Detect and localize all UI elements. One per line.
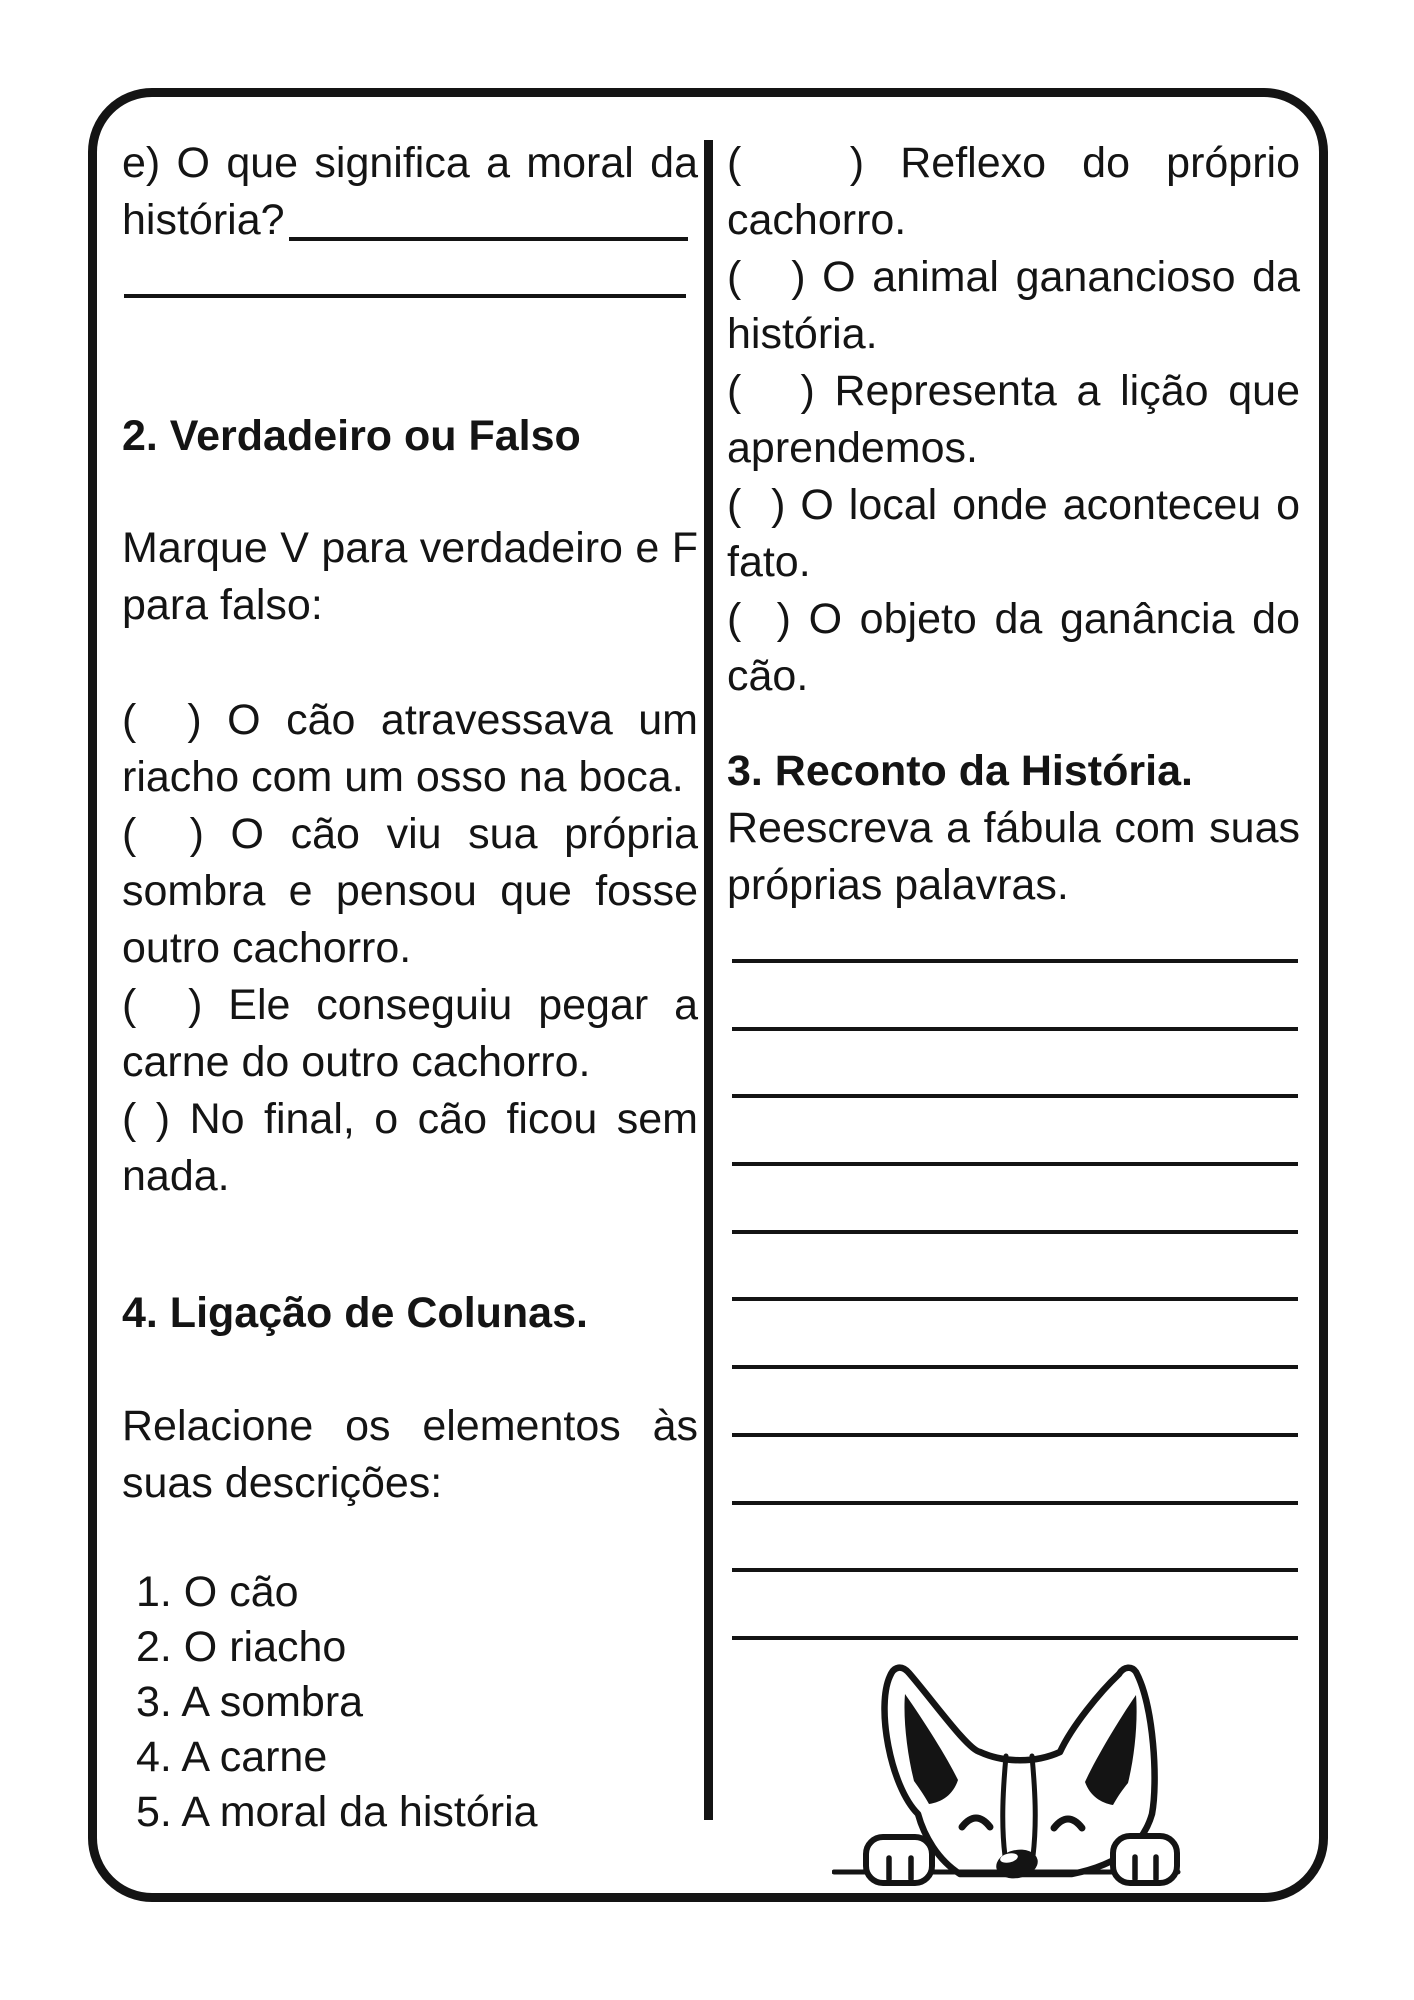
spacer: [122, 1205, 698, 1285]
spacer: [122, 1512, 698, 1565]
true-false-item-line: sombra e pensou que fosse: [122, 867, 698, 915]
answer-blank: [124, 249, 686, 298]
right-column: [727, 135, 1300, 1640]
spacer: [727, 705, 1300, 743]
instruction-line: suas descrições:: [122, 1459, 443, 1507]
true-false-item-line: ( ) No final, o cão ficou sem: [122, 1095, 698, 1143]
true-false-item-line: nada.: [122, 1152, 230, 1200]
writing-line: [732, 1369, 1298, 1437]
writing-line: [732, 1166, 1298, 1234]
writing-line: [732, 1301, 1298, 1369]
dog-blaze-stripe: [1032, 1756, 1035, 1856]
match-list-item: 1. O cão: [136, 1568, 299, 1616]
option-item-line: ( ) O objeto da ganância do: [727, 595, 1300, 643]
true-false-item-line: riacho com um osso na boca.: [122, 753, 684, 801]
writing-line: [732, 1437, 1298, 1505]
match-list-item: 3. A sombra: [136, 1678, 364, 1726]
instruction-line: Marque V para verdadeiro e F: [122, 524, 698, 572]
writing-line: [732, 1505, 1298, 1573]
spacer: [122, 465, 698, 520]
writing-line: [732, 1572, 1298, 1640]
writing-line: [732, 1098, 1298, 1166]
dog-left-paw: [866, 1837, 932, 1883]
option-item-line: ( ) O local onde aconteceu o: [727, 481, 1300, 529]
instruction-line: Relacione os elementos às: [122, 1402, 698, 1450]
instruction-line: próprias palavras.: [727, 861, 1069, 909]
writing-line: [732, 1234, 1298, 1302]
instruction-line: Reescreva a fábula com suas: [727, 804, 1300, 852]
left-column: [122, 135, 698, 1840]
true-false-item-line: outro cachorro.: [122, 924, 412, 972]
option-item-line: aprendemos.: [727, 424, 978, 472]
option-item-line: ( ) O animal ganancioso da: [727, 253, 1300, 301]
writing-line: [732, 963, 1298, 1031]
spacer: [122, 306, 698, 408]
section-4-heading: 4. Ligação de Colunas.: [122, 1289, 588, 1337]
true-false-item-line: ( ) O cão viu sua própria: [122, 810, 698, 858]
question-e-line: e) O que significa a moral da: [122, 139, 698, 187]
match-list-item: 5. A moral da história: [136, 1788, 538, 1836]
spacer: [122, 1342, 698, 1398]
true-false-item-line: ( ) O cão atravessava um: [122, 696, 698, 744]
match-list-item: 2. O riacho: [136, 1623, 347, 1671]
section-2-heading: 2. Verdadeiro ou Falso: [122, 412, 581, 460]
option-item-line: ( ) Representa a lição que: [727, 367, 1300, 415]
spacer: [122, 634, 698, 692]
section-3-heading: 3. Reconto da História.: [727, 747, 1193, 795]
true-false-item-line: ( ) Ele conseguiu pegar a: [122, 981, 698, 1029]
match-list-item: 4. A carne: [136, 1733, 328, 1781]
question-e-blank-line: [122, 192, 698, 249]
writing-line: [732, 914, 1298, 963]
option-item-line: fato.: [727, 538, 811, 586]
true-false-item-line: carne do outro cachorro.: [122, 1038, 591, 1086]
answer-blank-line: [122, 249, 698, 306]
writing-line: [732, 1031, 1298, 1099]
option-item-line: cachorro.: [727, 196, 907, 244]
instruction-line: para falso:: [122, 581, 323, 629]
question-e-label: história?: [122, 196, 285, 244]
peeking-dog-illustration: [832, 1664, 1182, 1886]
answer-blank: [289, 192, 688, 241]
option-item-line: ( ) Reflexo do próprio: [727, 139, 1300, 187]
column-divider: [704, 140, 713, 1820]
dog-right-paw: [1113, 1836, 1177, 1883]
option-item-line: cão.: [727, 652, 809, 700]
option-item-line: história.: [727, 310, 878, 358]
